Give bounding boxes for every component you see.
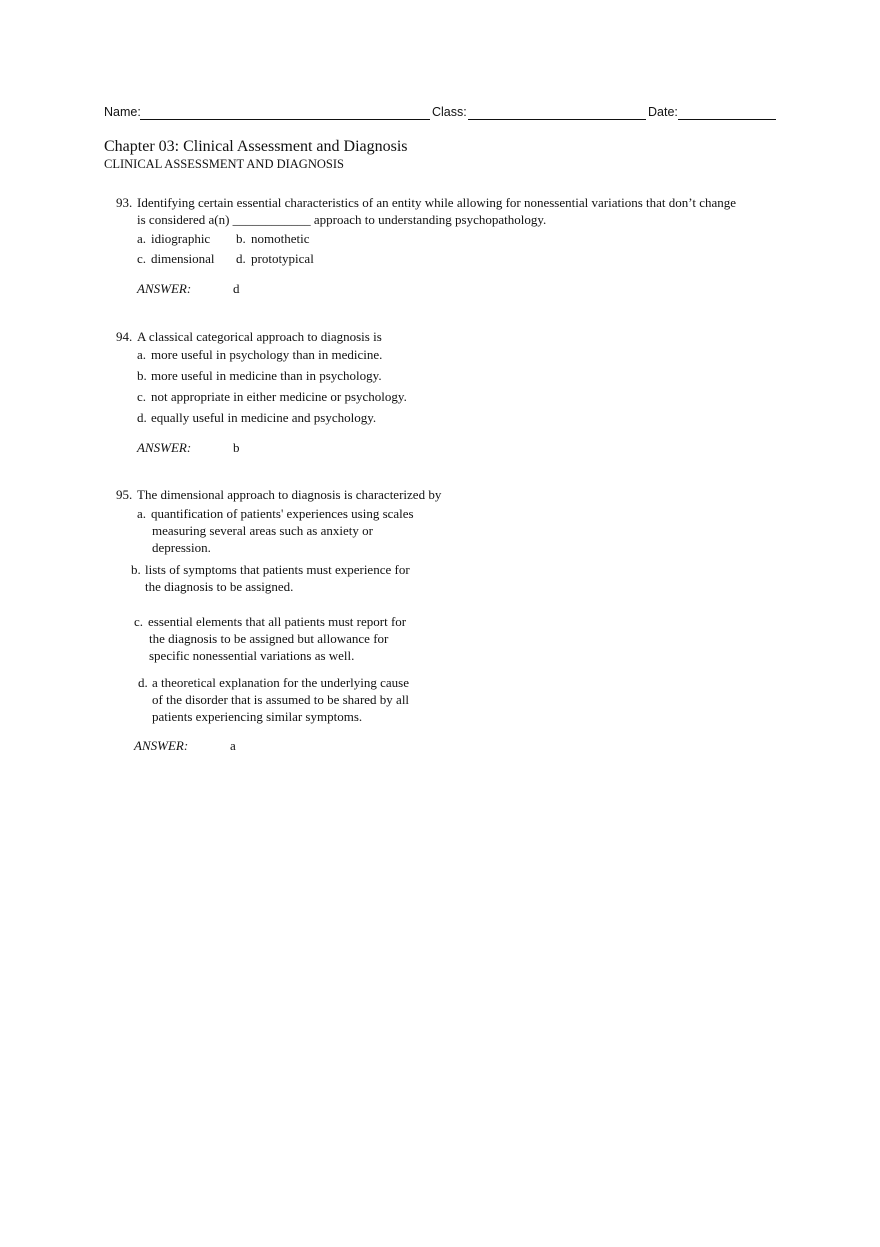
date-label: Date: xyxy=(648,105,678,119)
option-letter: a. xyxy=(137,506,147,521)
option-letter: d. xyxy=(236,251,246,266)
answer-label: ANSWER: xyxy=(134,738,189,753)
question-stem: Identifying certain essential characteristics of an entity while allowing for nonessential variations that don’t change xyxy=(137,195,737,210)
option-letter: c. xyxy=(137,251,147,266)
question-stem: A classical categorical approach to diagnosis is xyxy=(137,329,382,344)
option-letter: a. xyxy=(137,231,147,246)
option-text: depression. xyxy=(152,540,211,555)
option-text: more useful in medicine than in psychology. xyxy=(151,368,382,383)
question-stem: is considered a(n) ____________ approach to understanding psychopathology. xyxy=(137,212,547,227)
name-field-line[interactable] xyxy=(140,119,430,120)
chapter-title: Chapter 03: Clinical Assessment and Diagnosis xyxy=(104,138,408,155)
option-letter: b. xyxy=(137,368,147,383)
option-text: not appropriate in either medicine or psychology. xyxy=(151,389,407,404)
answer-value: b xyxy=(233,440,240,455)
option-letter: a. xyxy=(137,347,147,362)
answer-label: ANSWER: xyxy=(137,440,192,455)
option-letter: d. xyxy=(137,410,147,425)
option-text: prototypical xyxy=(251,251,314,266)
option-text: nomothetic xyxy=(251,231,310,246)
class-field-line[interactable] xyxy=(468,119,646,120)
option-text: equally useful in medicine and psychology. xyxy=(151,410,377,425)
question-number: 94. xyxy=(116,329,133,344)
date-field-line[interactable] xyxy=(678,119,776,120)
option-text: essential elements that all patients must report for xyxy=(148,614,407,629)
question-number: 93. xyxy=(116,195,133,210)
option-letter: c. xyxy=(137,389,147,404)
name-label: Name: xyxy=(104,105,141,119)
chapter-subtitle: CLINICAL ASSESSMENT AND DIAGNOSIS xyxy=(104,157,344,171)
option-text: patients experiencing similar symptoms. xyxy=(152,709,363,724)
option-letter: c. xyxy=(134,614,144,629)
class-label: Class: xyxy=(432,105,467,119)
question-number: 95. xyxy=(116,487,133,502)
option-text: more useful in psychology than in medicine. xyxy=(151,347,383,362)
option-letter: d. xyxy=(138,675,148,690)
question-stem: The dimensional approach to diagnosis is characterized by xyxy=(137,487,442,502)
option-text: dimensional xyxy=(151,251,215,266)
option-text: measuring several areas such as anxiety or xyxy=(152,523,373,538)
option-text: of the disorder that is assumed to be shared by all xyxy=(152,692,410,707)
option-text: the diagnosis to be assigned. xyxy=(145,579,294,594)
answer-label: ANSWER: xyxy=(137,281,192,296)
option-letter: b. xyxy=(131,562,141,577)
option-text: idiographic xyxy=(151,231,211,246)
option-text: quantification of patients' experiences using scales xyxy=(151,506,414,521)
option-letter: b. xyxy=(236,231,246,246)
answer-value: a xyxy=(230,738,236,753)
option-text: lists of symptoms that patients must experience for xyxy=(145,562,410,577)
option-text: a theoretical explanation for the underlying cause xyxy=(152,675,410,690)
answer-value: d xyxy=(233,281,240,296)
option-text: the diagnosis to be assigned but allowance for xyxy=(149,631,389,646)
option-text: specific nonessential variations as well. xyxy=(149,648,355,663)
